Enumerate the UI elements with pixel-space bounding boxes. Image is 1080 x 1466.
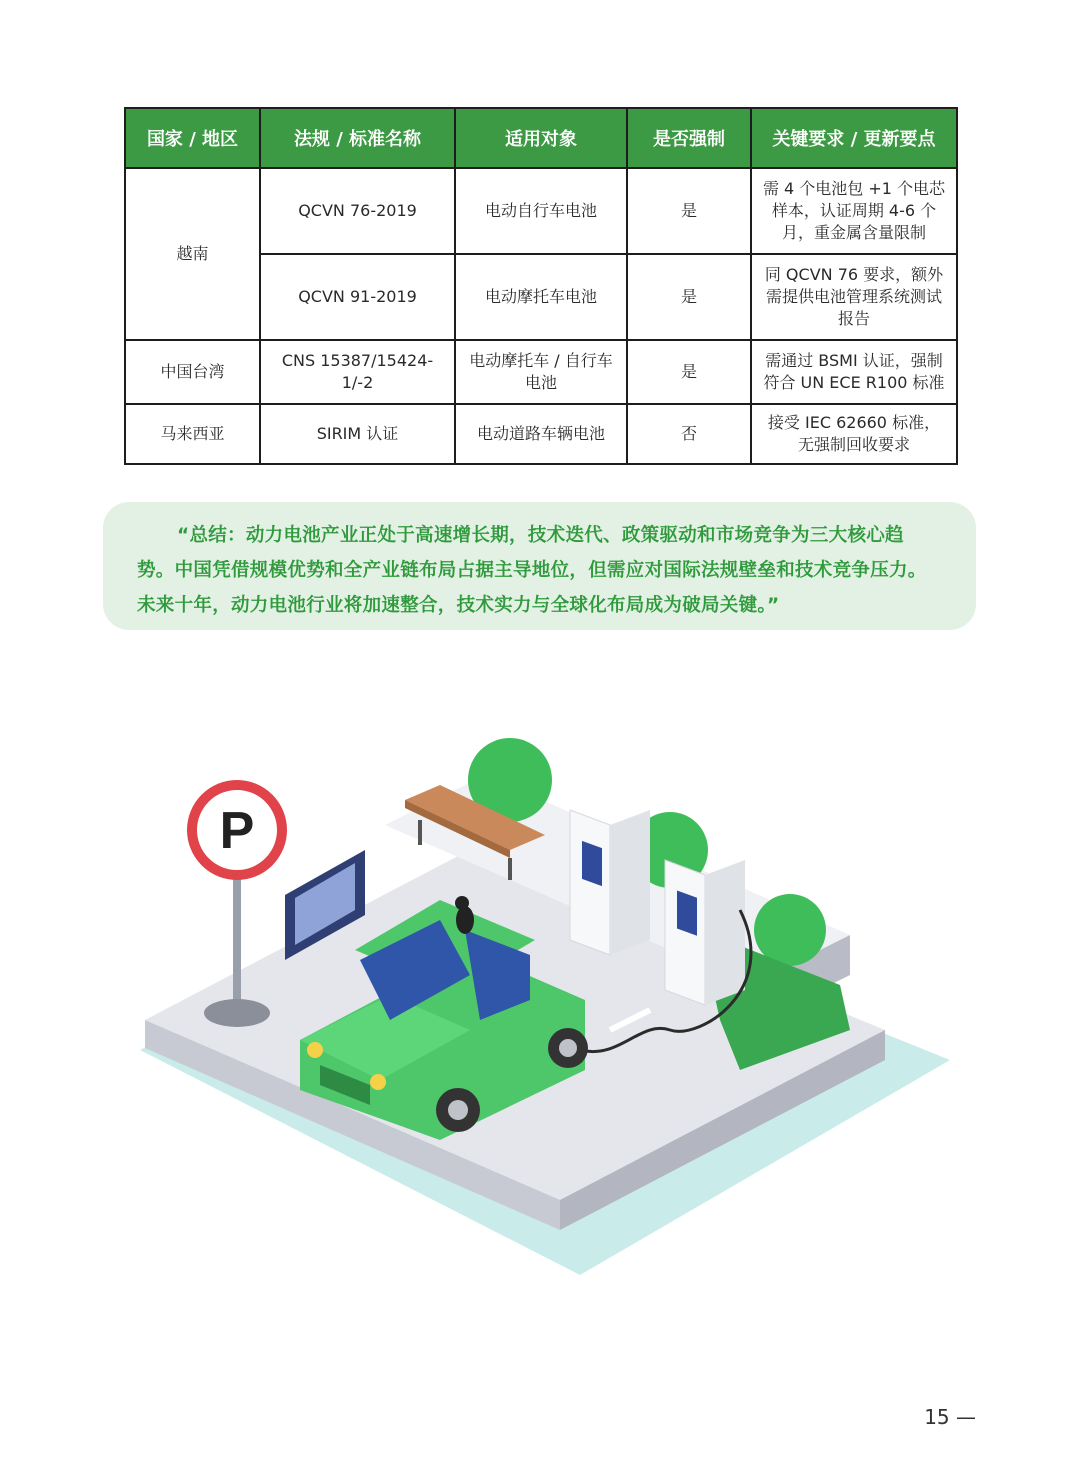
table-row — [125, 340, 957, 404]
cell-object: 电动道路车辆电池 — [455, 404, 627, 464]
parking-sign-letter: P — [219, 802, 255, 860]
cell-mandatory: 是 — [627, 340, 751, 404]
cell-object: 电动摩托车电池 — [455, 254, 627, 340]
table-row — [125, 404, 957, 464]
sign-base — [204, 999, 270, 1027]
page-number: 15 — — [924, 1405, 976, 1429]
table-row — [125, 168, 957, 254]
ev-charging-illustration — [140, 730, 960, 1290]
summary-box — [103, 502, 976, 630]
cell-requirement: 需 4 个电池包 +1 个电芯样本，认证周期 4-6 个月，重金属含量限制 — [751, 168, 957, 254]
cell-region: 马来西亚 — [125, 404, 260, 464]
charger-2-front — [665, 860, 705, 1005]
cell-standard: QCVN 76-2019 — [260, 168, 455, 254]
header-standard: 法规 / 标准名称 — [260, 108, 455, 168]
cat — [456, 906, 474, 934]
header-object: 适用对象 — [455, 108, 627, 168]
header-requirement: 关键要求 / 更新要点 — [751, 108, 957, 168]
cell-mandatory: 是 — [627, 254, 751, 340]
regulation-table — [124, 107, 958, 465]
cell-object: 电动自行车电池 — [455, 168, 627, 254]
cell-object: 电动摩托车 / 自行车电池 — [455, 340, 627, 404]
cell-requirement: 接受 IEC 62660 标准，无强制回收要求 — [751, 404, 957, 464]
cell-mandatory: 否 — [627, 404, 751, 464]
cell-requirement: 同 QCVN 76 要求，额外需提供电池管理系统测试报告 — [751, 254, 957, 340]
cell-mandatory: 是 — [627, 168, 751, 254]
car-headlight — [307, 1042, 323, 1058]
charger-1-screen — [582, 841, 602, 886]
cell-standard: CNS 15387/15424-1/-2 — [260, 340, 455, 404]
header-mandatory: 是否强制 — [627, 108, 751, 168]
cat-head — [455, 896, 469, 910]
car-headlight — [370, 1074, 386, 1090]
header-region: 国家 / 地区 — [125, 108, 260, 168]
car-wheel-hub — [448, 1100, 468, 1120]
cell-region: 越南 — [125, 168, 260, 340]
charger-2-side — [705, 860, 745, 1005]
cell-standard: SIRIM 认证 — [260, 404, 455, 464]
hedge — [754, 894, 826, 966]
charger-2-screen — [677, 890, 697, 935]
car-wheel-hub — [559, 1039, 577, 1057]
charger-1-front — [570, 810, 610, 955]
cell-standard: QCVN 91-2019 — [260, 254, 455, 340]
table-header-row — [125, 108, 957, 168]
charger-1-side — [610, 810, 650, 955]
summary-text: “总结：动力电池产业正处于高速增长期，技术迭代、政策驱动和市场竞争为三大核心趋势。中国凭借规模优势和全产业链布局占据主导地位，但需应对国际法规壁垒和技术竞争压力。未来十年，动力电池行业将加速整合，技术实力与全球化布局成为破局关键。” — [137, 525, 927, 616]
cell-requirement: 需通过 BSMI 认证，强制符合 UN ECE R100 标准 — [751, 340, 957, 404]
cell-region: 中国台湾 — [125, 340, 260, 404]
